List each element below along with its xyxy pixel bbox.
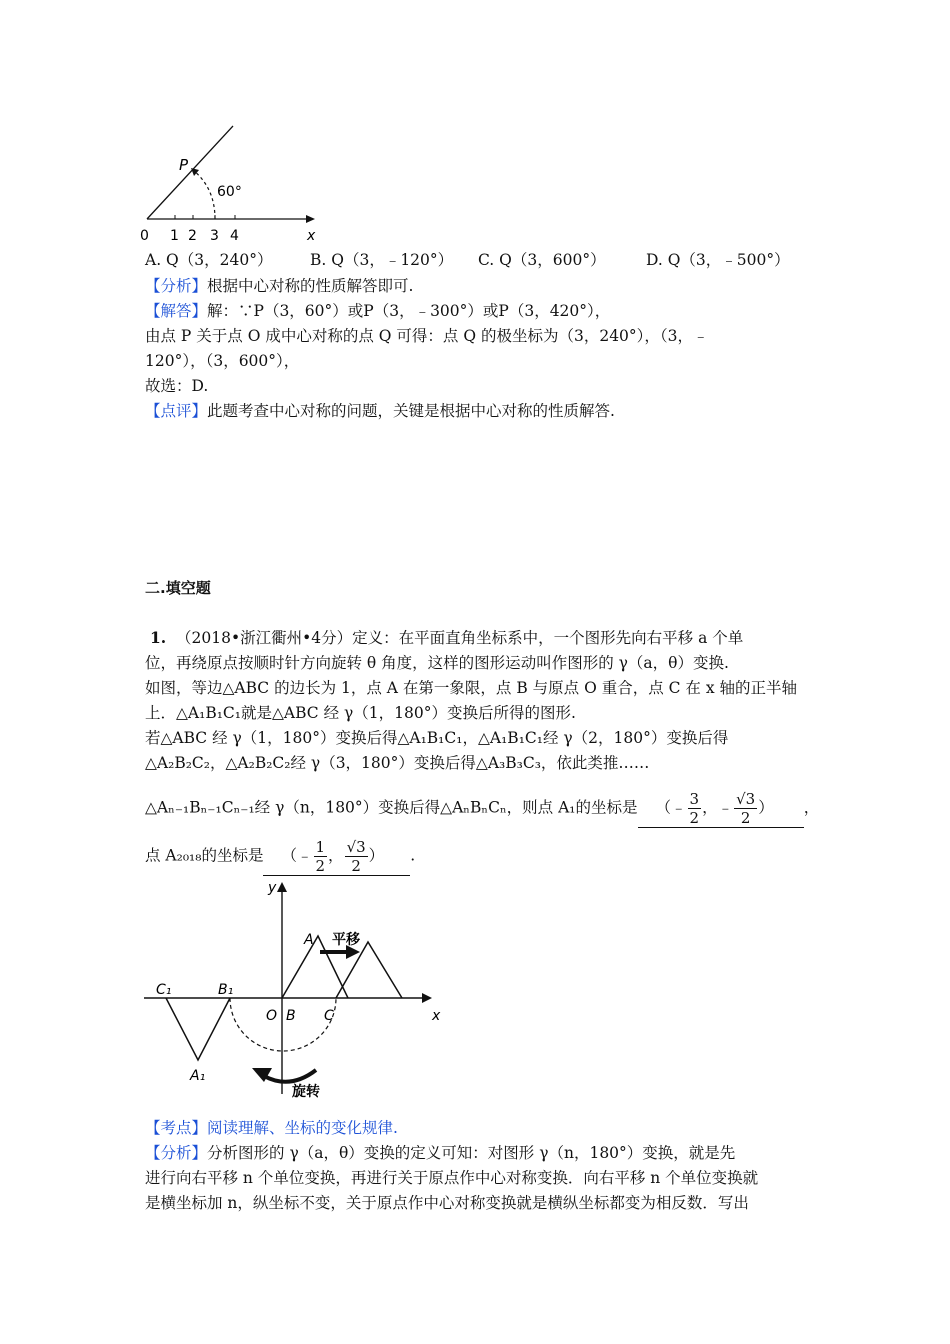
ans2-frac-1 <box>314 838 328 875</box>
problem-line-1 <box>150 628 743 648</box>
ans1-open: （﹣ <box>655 798 687 817</box>
analysis2-line-2: 进行向右平移 n 个单位变换，再进行关于原点作中心对称变换．向右平移 n 个单位变换就 <box>145 1169 759 1187</box>
ans2-f1-den: 2 <box>315 857 326 875</box>
point-c1-label: C₁ <box>156 982 172 998</box>
rotation-arc <box>230 998 336 1051</box>
ans2-f2-num: √3 <box>346 838 366 856</box>
y-axis-arrow-icon <box>277 882 287 892</box>
solution-line-1: 解：∵P（3，60°）或P（3，﹣300°）或P（3，420°）， <box>207 302 611 320</box>
kaodian-text: 阅读理解、坐标的变化规律. <box>207 1119 398 1137</box>
ans1-f1-num: 3 <box>689 790 700 808</box>
point-a-label: A <box>304 932 314 948</box>
answer-1-blank <box>638 790 804 828</box>
analysis2-tag: 【分析】 <box>145 1144 208 1162</box>
ans2-f2-den: 2 <box>351 857 361 875</box>
y-axis-label: y <box>268 880 277 896</box>
section-title: 二.填空题 <box>145 579 211 597</box>
angle-arc <box>193 170 215 219</box>
analysis-1 <box>145 276 413 296</box>
problem-line-7-end: ， <box>803 798 820 817</box>
angle-label: 60° <box>217 184 242 200</box>
ans1-sep: ，﹣ <box>702 798 734 817</box>
point-p-label: P <box>179 156 189 174</box>
ans2-f1-num: 1 <box>315 838 326 856</box>
solution-1 <box>145 301 610 321</box>
tick-label-1: 1 <box>170 228 179 244</box>
x-axis-arrow-icon <box>422 993 432 1003</box>
ans1-frac-1 <box>688 790 702 827</box>
ans2-open: （﹣ <box>281 846 313 865</box>
transformation-figure <box>140 876 460 1104</box>
option-a: A. Q（3，240°） <box>145 251 273 269</box>
solution-tag: 【解答】 <box>145 302 208 320</box>
origin-label: O <box>266 1008 278 1024</box>
review-tag: 【点评】 <box>145 402 208 420</box>
problem-number: 1. <box>150 628 167 647</box>
solution-line-3: 120°），（3，600°）， <box>145 352 300 370</box>
option-b: B. Q（3，﹣120°） <box>310 251 454 269</box>
ans1-close: ） <box>758 798 774 817</box>
ray-op <box>147 126 233 219</box>
rotate-arrow <box>264 1070 316 1082</box>
problem-line-5: 若△ABC 经 γ（1，180°）变换后得△A₁B₁C₁，△A₁B₁C₁经 γ（2，180°）变换后得 <box>145 729 729 747</box>
kaodian <box>145 1118 398 1138</box>
point-b-label: B <box>286 1008 296 1024</box>
problem-text-1: （2018•浙江衢州•4分）定义：在平面直角坐标系中，一个图形先向右平移 a 个单 <box>176 629 744 647</box>
x-axis-label: x <box>307 228 316 244</box>
review-1 <box>145 401 615 421</box>
point-a1-label: A₁ <box>190 1068 206 1084</box>
problem-line-3: 如图，等边△ABC 的边长为 1，点 A 在第一象限，点 B 与原点 O 重合，点 C 在 x 轴的正半轴 <box>145 679 798 697</box>
ans1-frac-2 <box>734 790 757 827</box>
problem-text-7: △Aₙ₋₁Bₙ₋₁Cₙ₋₁经 γ（n，180°）变换后得△AₙBₙCₙ，则点 A₁的坐标是 <box>145 798 638 817</box>
triangle-a1b1c1 <box>166 998 230 1060</box>
tick-label-2: 2 <box>188 228 197 244</box>
review-text: 此题考查中心对称的问题，关键是根据中心对称的性质解答. <box>207 402 615 420</box>
solution-line-2: 由点 P 关于点 O 成中心对称的点 Q 可得：点 Q 的极坐标为（3，240°），（3，﹣ <box>145 327 709 345</box>
ans2-frac-2 <box>345 838 368 875</box>
analysis2-line-1: 分析图形的 γ（a，θ）变换的定义可知：对图形 γ（n，180°）变换，就是先 <box>207 1144 736 1162</box>
point-b1-label: B₁ <box>218 982 234 998</box>
rotate-label: 旋转 <box>292 1084 320 1100</box>
answer-2-blank <box>263 838 410 876</box>
problem-line-7 <box>145 790 819 828</box>
ans1-f2-num: √3 <box>736 790 756 808</box>
polar-angle-figure <box>135 118 335 246</box>
x-axis-label: x <box>432 1008 441 1024</box>
point-c-label: C <box>324 1008 334 1024</box>
tick-label-3: 3 <box>210 228 219 244</box>
translate-label: 平移 <box>332 932 360 948</box>
problem-line-6: △A₂B₂C₂，△A₂B₂C₂经 γ（3，180°）变换后得△A₃B₃C₃，依此类推…… <box>145 754 650 772</box>
problem-line-4: 上．△A₁B₁C₁就是△ABC 经 γ（1，180°）变换后所得的图形. <box>145 704 576 722</box>
problem-line-2: 位，再绕原点按顺时针方向旋转 θ 角度，这样的图形运动叫作图形的 γ（a，θ）变换. <box>145 654 729 672</box>
analysis2-line-3: 是横坐标加 n，纵坐标不变，关于原点作中心对称变换就是横纵坐标都变为相反数．写出 <box>145 1194 749 1212</box>
kaodian-tag: 【考点】 <box>145 1119 208 1137</box>
tick-label-4: 4 <box>230 228 239 244</box>
analysis-text: 根据中心对称的性质解答即可. <box>207 277 414 295</box>
ans2-close: ） <box>368 846 385 865</box>
problem-text-8: 点 A₂₀₁₈的坐标是 <box>145 846 264 865</box>
option-c: C. Q（3，600°） <box>478 251 606 269</box>
ans2-sep: ， <box>328 846 344 865</box>
problem-line-8 <box>145 838 415 876</box>
tick-label-0: 0 <box>140 228 149 244</box>
problem-line-8-end: . <box>410 846 416 865</box>
ans1-f2-den: 2 <box>740 809 751 827</box>
solution-line-4: 故选：D. <box>145 377 209 395</box>
x-axis-arrow-icon <box>306 215 315 223</box>
analysis-tag: 【分析】 <box>145 277 208 295</box>
ans1-f1-den: 2 <box>689 809 700 827</box>
option-d: D. Q（3，﹣500°） <box>646 251 790 269</box>
analysis-2 <box>145 1143 735 1163</box>
